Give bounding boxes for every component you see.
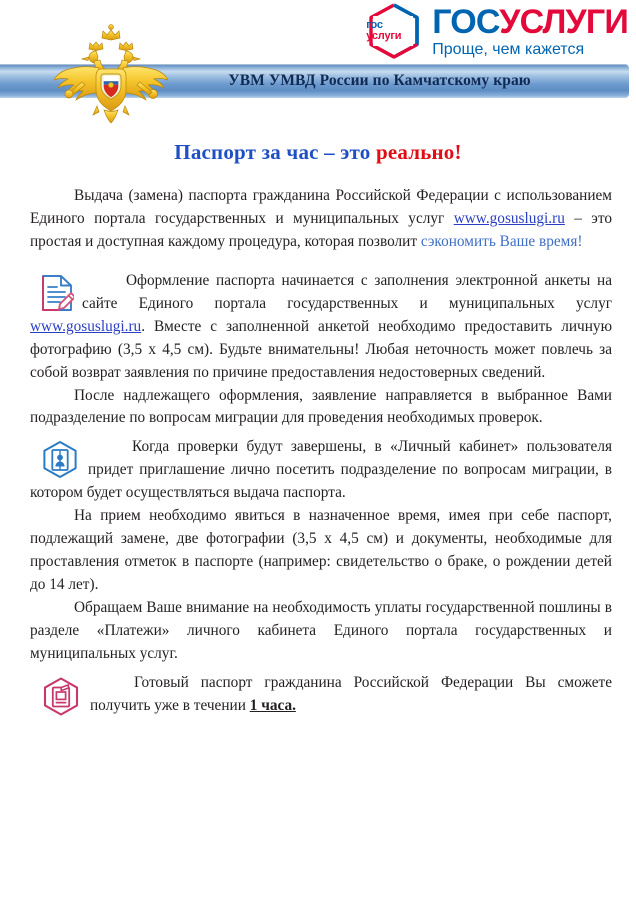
paragraph-result-text: Готовый паспорт гражданина Российской Федерации Вы сможете получить уже в течении [90,673,612,714]
gosuslugi-link-2[interactable]: www.gosuslugi.ru [30,317,142,335]
paragraph-submission: После надлежащего оформления, заявление направляется в выбранное Вами подразделение по вопросам миграции для проведения необходимых проверок. [30,386,612,427]
paragraph-application [30,270,612,385]
page-title-blue: Паспорт за час – это [174,140,376,164]
page-title-red: реально! [375,140,462,164]
paragraph-result-duration: 1 часа. [249,696,296,714]
paragraph-application-text-b: . Вместе с заполненной анкетой необходимо предоставить личную фотографию (3,5 х 4,5 см). Будьте внимательны! Любая неточность может повлечь за собой возврат заявления по причине предоставления недостоверных сведений. [30,317,612,381]
mvd-eagle-emblem-icon [52,22,170,128]
paragraph-intro-text-a: Выдача (замена) паспорта гражданина Российской Федерации с использованием Единого портала государственных и муниципальных услуг [30,187,612,227]
ready-passport-icon [40,676,82,718]
paragraph-fee: Обращаем Ваше внимание на необходимость уплаты государственной пошлины в разделе «Платежи» личного кабинета Единого портала государственных и муниципальных услуг. [30,598,612,662]
gosuslugi-link-1[interactable]: www.gosuslugi.ru [453,209,565,227]
gosuslugi-word-gos: ГОС [432,2,500,41]
org-banner-title: УВМ УМВД России по Камчатскому краю [228,72,531,89]
paragraph-application-text-a: Оформление паспорта начинается с заполнения электронной анкеты на сайте Единого портала государственных и муниципальных услуг [82,271,612,312]
paragraph-intro [30,185,612,254]
gosuslugi-hex-line1: гос [366,18,383,31]
gosuslugi-hexagon-icon [363,2,425,60]
form-with-pencil-icon [40,274,74,312]
document-body [0,185,636,718]
spacer [30,254,612,270]
paragraph-result [30,672,612,718]
paragraph-result-block [30,672,612,718]
gosuslugi-word-uslugi: УСЛУГИ [499,2,628,41]
paragraph-account: Когда проверки будут завершены, в «Личный кабинет» пользователя придет приглашение лично посетить подразделение по вопросам миграции, в котором будет осуществляться выдача паспорта. [30,438,612,502]
page-title [0,140,636,165]
gosuslugi-logo [363,2,628,60]
gosuslugi-wordmark [432,2,628,58]
paragraph-application-block [30,270,612,385]
paragraph-intro-highlight: сэкономить Ваше время! [420,232,583,250]
paragraph-account-block [30,436,612,505]
gosuslugi-tagline: Проще, чем кажется [432,40,585,58]
page-header [0,0,636,128]
paragraph-intro-text-b: – это простая и доступная каждому процедура, которая позволит [30,209,612,250]
gosuslugi-hex-line2: услуги [366,30,402,42]
paragraph-appointment: На прием необходимо явиться в назначенное время, имея при себе паспорт, подлежащий замене, две фотографии (3,5 х 4,5 см) и документы, необходимые для проставления отметок в паспорте (например: свидетельство о браке, о рождении детей до 14 лет). [30,507,612,593]
personal-account-id-card-icon [40,440,80,480]
